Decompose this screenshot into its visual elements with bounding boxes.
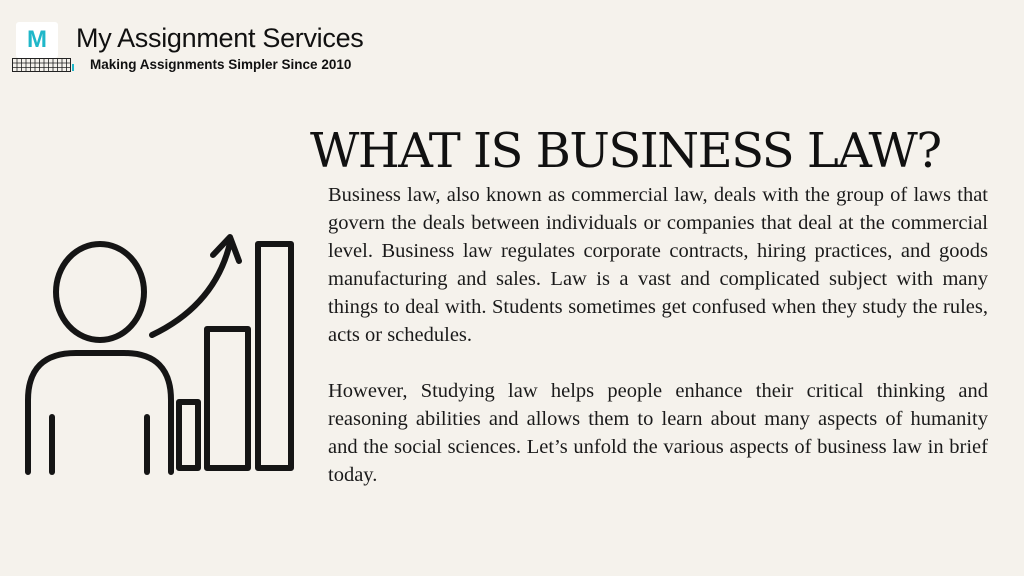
body-paragraph: However, Studying law helps people enhance their critical thinking and reasoning abilities and allows them to learn about many aspects of humanity and the social sciences. Let’s unfold the various aspects of business law in brief today.: [328, 380, 988, 486]
growth-arrow-curve: [152, 243, 230, 335]
keyboard-icon: [12, 58, 74, 72]
person-growth-chart-icon: [20, 225, 300, 475]
article-body: [328, 181, 988, 489]
body-paragraph: Business law, also known as commercial law, deals with the group of laws that govern the deals between individuals or companies that deal at the commercial level. Business law regulates corporate contracts, hiring practices, and goods manufacturing and sales. Law is a vast and complicated subject with many things to deal with. Students sometimes get confused when they study the rules, acts or schedules.: [328, 184, 988, 346]
brand-name: My Assignment Services: [76, 23, 364, 53]
brand-logo: [12, 18, 392, 78]
person-head-shape: [56, 244, 144, 340]
bar-tall-shape: [258, 244, 291, 468]
logo-badge: [16, 22, 58, 58]
page-title: WHAT IS BUSINESS LAW?: [310, 123, 941, 179]
brand-tagline: Making Assignments Simpler Since 2010: [90, 57, 352, 72]
bar-medium-shape: [207, 329, 248, 468]
bar-small-shape: [179, 402, 198, 468]
logo-letter: M: [27, 26, 47, 53]
